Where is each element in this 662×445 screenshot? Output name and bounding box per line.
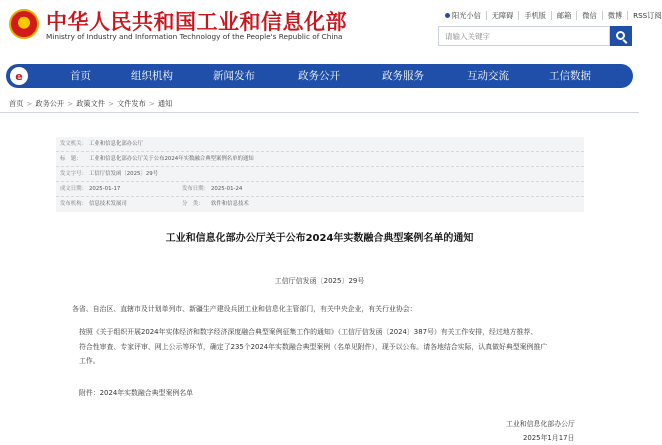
meta-docno-value: 工信厅信发函〔2025〕29号 bbox=[89, 171, 159, 177]
breadcrumb-separator: > bbox=[26, 99, 33, 108]
meta-title-value: 工业和信息化部办公厅关于公布2024年实数融合典型案例名单的通知 bbox=[89, 156, 254, 162]
national-emblem-icon bbox=[9, 9, 39, 39]
breadcrumb-separator: > bbox=[148, 99, 155, 108]
meta-issuer-key: 发文机关： bbox=[60, 141, 87, 147]
meta-written-value: 2025-01-17 bbox=[89, 186, 121, 192]
site-subtitle: Ministry of Industry and Information Technology of the People's Republic of China bbox=[46, 32, 343, 41]
meta-row-unit bbox=[56, 197, 584, 212]
body-line: 工作。 bbox=[79, 357, 100, 365]
site-title[interactable]: 中华人民共和国工业和信息化部 bbox=[46, 10, 347, 34]
meta-unit-key: 发布机构： bbox=[60, 201, 87, 207]
breadcrumb-government-affairs[interactable]: 政务公开 bbox=[35, 99, 65, 108]
toplink-rss[interactable]: RSS订阅 bbox=[633, 10, 662, 20]
meta-row-title bbox=[56, 152, 584, 167]
search-box bbox=[438, 26, 632, 46]
document-addressee: 各省、自治区、直辖市及计划单列市、新疆生产建设兵团工业和信息化主管部门，有关中央企业，有关行业协会： bbox=[72, 305, 417, 313]
nav-item-organization[interactable]: 组织机构 bbox=[131, 70, 173, 82]
divider bbox=[0, 112, 639, 113]
nav-item-data[interactable]: 工信数据 bbox=[549, 70, 591, 82]
toplink-sunshine[interactable]: 阳光小信 bbox=[440, 11, 487, 20]
breadcrumb-separator: > bbox=[67, 99, 74, 108]
search-button[interactable] bbox=[610, 26, 632, 46]
toplink-wechat[interactable]: 微信 bbox=[577, 11, 602, 20]
meta-title-key: 标 题： bbox=[60, 156, 82, 162]
breadcrumb-policy-files[interactable]: 政策文件 bbox=[76, 99, 105, 108]
search-input[interactable] bbox=[438, 26, 610, 46]
document-number: 工信厅信发函〔2025〕29号 bbox=[274, 277, 365, 285]
top-links bbox=[440, 9, 662, 21]
nav-item-interaction[interactable]: 互动交流 bbox=[467, 70, 509, 82]
search-icon bbox=[616, 31, 625, 40]
e-logo-icon[interactable]: e bbox=[10, 67, 28, 85]
body-line: 符合性审查、专家评审、网上公示等环节，确定了235个2024年实数融合典型案例（名单见附件），现予以公布。请各地结合实际，认真做好典型案例推广 bbox=[79, 342, 548, 351]
toplink-accessibility[interactable]: 无障碍 bbox=[487, 11, 520, 20]
nav-item-home[interactable]: 首页 bbox=[70, 70, 91, 82]
meta-written-key: 成文日期： bbox=[60, 186, 87, 192]
document-body bbox=[79, 325, 599, 369]
toplink-mail[interactable]: 邮箱 bbox=[552, 11, 577, 20]
breadcrumb bbox=[9, 99, 172, 109]
signer: 工业和信息化部办公厅 bbox=[506, 420, 575, 428]
breadcrumb-separator: > bbox=[107, 99, 115, 108]
nav-item-government-affairs[interactable]: 政务公开 bbox=[298, 70, 340, 82]
site-header bbox=[0, 0, 662, 64]
sunshine-icon bbox=[445, 13, 450, 18]
breadcrumb-file-release[interactable]: 文件发布 bbox=[117, 99, 146, 108]
meta-published-value: 2025-01-24 bbox=[211, 186, 243, 192]
nav-item-services[interactable]: 政务服务 bbox=[382, 70, 424, 82]
breadcrumb-home[interactable]: 首页 bbox=[9, 99, 24, 108]
meta-unit-value: 信息技术发展司 bbox=[89, 201, 127, 207]
sign-date: 2025年1月17日 bbox=[523, 434, 575, 442]
meta-row-dates bbox=[56, 182, 584, 197]
main-nav bbox=[6, 64, 633, 88]
document-meta-table bbox=[56, 137, 584, 212]
nav-item-news[interactable]: 新闻发布 bbox=[213, 70, 255, 82]
document-title: 工业和信息化部办公厅关于公布2024年实数融合典型案例名单的通知 bbox=[165, 233, 474, 244]
meta-row-docno bbox=[56, 167, 584, 182]
attachment-link[interactable]: 附件：2024年实数融合典型案例名单 bbox=[79, 389, 194, 397]
body-line: 按照《关于组织开展2024年实体经济和数字经济深度融合典型案例征集工作的通知》（工信厅信发函〔2024〕387号）有关工作安排，经过地方推荐、 bbox=[79, 328, 538, 336]
meta-category-value: 软件和信息技术 bbox=[211, 201, 249, 207]
meta-issuer-value: 工业和信息化部办公厅 bbox=[89, 141, 143, 147]
toplink-mobile[interactable]: 手机版 bbox=[519, 11, 552, 20]
breadcrumb-notice[interactable]: 通知 bbox=[157, 99, 173, 108]
meta-published-key: 发布日期： bbox=[182, 186, 209, 192]
meta-docno-key: 发文字号： bbox=[60, 171, 87, 177]
meta-category-key: 分 类： bbox=[182, 201, 204, 207]
meta-row-issuer bbox=[56, 137, 584, 152]
toplink-weibo[interactable]: 微博 bbox=[603, 11, 628, 20]
